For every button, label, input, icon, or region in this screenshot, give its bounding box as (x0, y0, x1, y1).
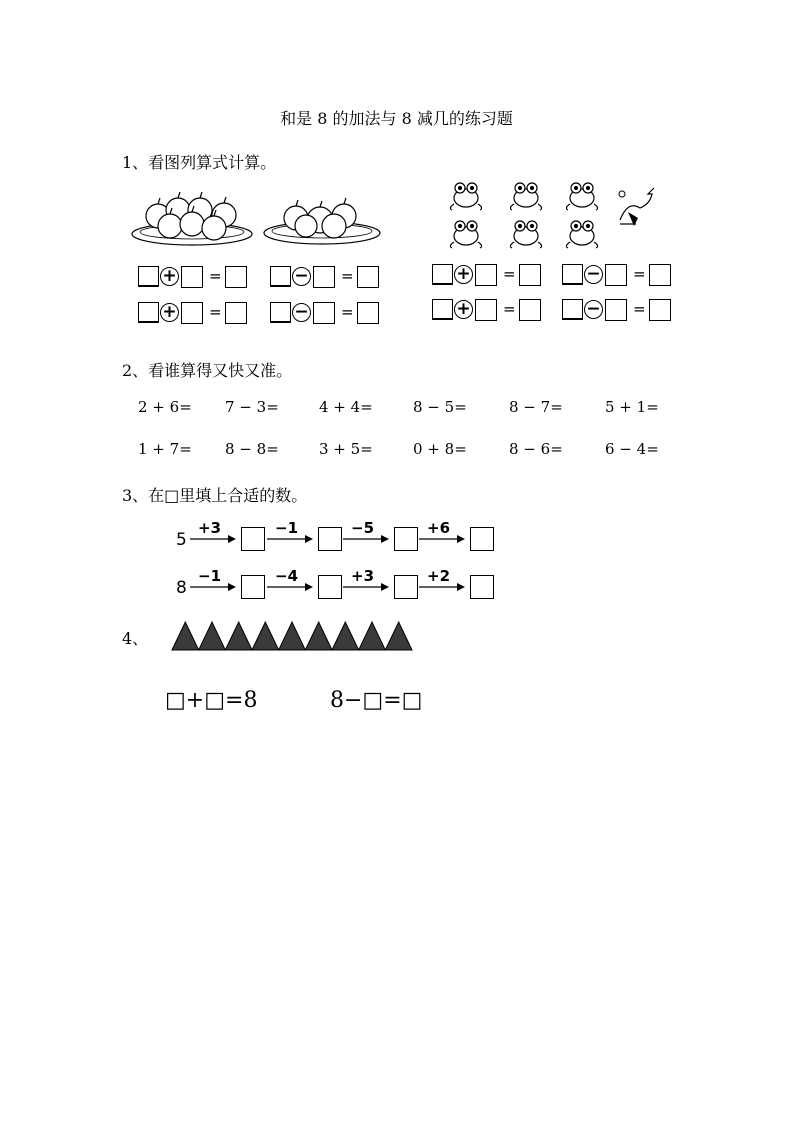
chain-answer-box (394, 527, 418, 551)
triangle-shape (305, 622, 332, 650)
answer-box-underlined (138, 302, 159, 323)
answer-box (181, 302, 203, 324)
answer-box-underlined (270, 266, 291, 287)
plus-sign-circle: + (454, 265, 473, 284)
answer-box (357, 302, 379, 324)
chain-arrow (343, 582, 391, 592)
chain-answer-box (470, 575, 494, 599)
answer-box-underlined (562, 299, 583, 320)
chain-arrow (267, 534, 315, 544)
answer-box (181, 266, 203, 288)
calc-problem: 0 + 8= (413, 440, 467, 458)
equals-sign: = (503, 265, 516, 283)
chain-answer-box (241, 527, 265, 551)
section2-heading: 2、看谁算得又快又准。 (122, 361, 293, 380)
chain-answer-box (318, 575, 342, 599)
triangle-shape (279, 622, 306, 650)
equals-sign: = (209, 267, 222, 285)
calc-problem: 1 + 7= (138, 440, 192, 458)
answer-box-underlined (432, 299, 453, 320)
equals-sign: = (209, 303, 222, 321)
chain-operation-label: −5 (351, 519, 375, 537)
chain-operation-label: +6 (427, 519, 451, 537)
equals-sign: = (341, 267, 354, 285)
answer-box (225, 302, 247, 324)
equals-sign: = (633, 300, 646, 318)
equals-sign: = (341, 303, 354, 321)
answer-box (605, 299, 627, 321)
minus-sign-circle: − (292, 303, 311, 322)
calc-problem: 8 − 6= (509, 440, 563, 458)
chain-answer-box (394, 575, 418, 599)
chain-answer-box (318, 527, 342, 551)
answer-box (313, 302, 335, 324)
calc-problem: 2 + 6= (138, 398, 192, 416)
minus-sign-circle: − (292, 267, 311, 286)
answer-box (475, 299, 497, 321)
chain-operation-label: +3 (351, 567, 375, 585)
calc-problem: 8 − 5= (413, 398, 467, 416)
answer-box (313, 266, 335, 288)
chain-operation-label: −4 (275, 567, 299, 585)
chain-arrow (190, 534, 238, 544)
answer-box (519, 264, 541, 286)
triangle-shape (252, 622, 279, 650)
chain-operation-label: +2 (427, 567, 451, 585)
chain-arrow (267, 582, 315, 592)
page-title: 和是 8 的加法与 8 减几的练习题 (280, 109, 513, 128)
answer-box (649, 299, 671, 321)
chain-answer-box (241, 575, 265, 599)
section4-addition-equation: □+□=8 (165, 688, 258, 713)
answer-box-underlined (270, 302, 291, 323)
section1-heading: 1、看图列算式计算。 (122, 153, 277, 172)
chain-arrow (343, 534, 391, 544)
calc-problem: 3 + 5= (319, 440, 373, 458)
chain-start-number: 5 (176, 530, 187, 550)
frogs-picture (448, 174, 664, 250)
chain-operation-label: −1 (275, 519, 299, 537)
calc-problem: 8 − 7= (509, 398, 563, 416)
chain-answer-box (470, 527, 494, 551)
calc-problem: 4 + 4= (319, 398, 373, 416)
answer-box-underlined (138, 266, 159, 287)
frog-icon (450, 183, 597, 248)
chain-arrow (419, 534, 467, 544)
answer-box-underlined (432, 264, 453, 285)
triangle-shape (332, 622, 359, 650)
answer-box (475, 264, 497, 286)
section3-heading: 3、在□里填上合适的数。 (122, 486, 308, 505)
calc-problem: 5 + 1= (605, 398, 659, 416)
equals-sign: = (633, 265, 646, 283)
plus-sign-circle: + (160, 303, 179, 322)
triangle-shape (359, 622, 386, 650)
minus-sign-circle: − (584, 265, 603, 284)
answer-box-underlined (562, 264, 583, 285)
calc-problem: 7 − 3= (225, 398, 279, 416)
answer-box (225, 266, 247, 288)
chain-operation-label: −1 (198, 567, 222, 585)
chain-arrow (419, 582, 467, 592)
calc-problem: 8 − 8= (225, 440, 279, 458)
plus-sign-circle: + (160, 267, 179, 286)
jumping-frog-icon (619, 188, 654, 226)
section4-heading: 4、 (122, 629, 149, 648)
plus-sign-circle: + (454, 300, 473, 319)
answer-box (357, 266, 379, 288)
chain-start-number: 8 (176, 578, 187, 598)
section4-subtraction-equation: 8−□=□ (330, 688, 423, 713)
answer-box (605, 264, 627, 286)
minus-sign-circle: − (584, 300, 603, 319)
chain-arrow (190, 582, 238, 592)
triangles-picture (170, 620, 416, 652)
triangle-shape (172, 622, 199, 650)
calc-problem: 6 − 4= (605, 440, 659, 458)
equals-sign: = (503, 300, 516, 318)
answer-box (519, 299, 541, 321)
triangle-shape (199, 622, 226, 650)
triangle-shape (385, 622, 412, 650)
chain-operation-label: +3 (198, 519, 222, 537)
apple-plates-picture (128, 190, 388, 250)
answer-box (649, 264, 671, 286)
triangle-shape (225, 622, 252, 650)
